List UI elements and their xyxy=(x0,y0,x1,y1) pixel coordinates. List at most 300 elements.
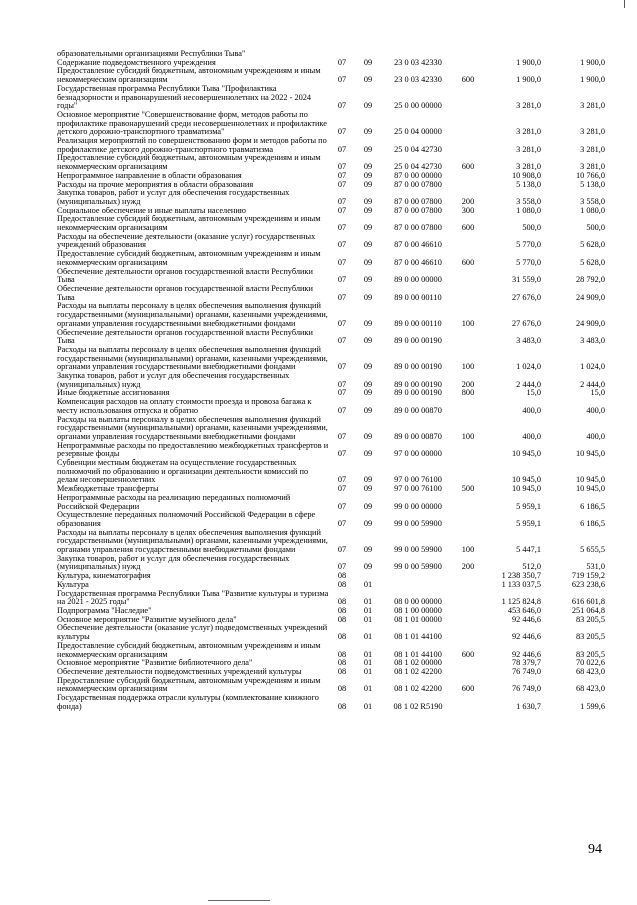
table-row xyxy=(57,285,605,302)
row-amount-year-1: 10 945,0 xyxy=(511,485,541,494)
row-amount-year-1: 1 024,0 xyxy=(516,362,541,372)
row-target-article: 25 0 00 00000 xyxy=(394,101,442,111)
row-amount-year-2: 24 909,0 xyxy=(575,292,605,302)
row-subsection-code: 09 xyxy=(363,431,373,441)
row-name: Предоставление субсидий бюджетным, автономным учреждениям и иным некоммерческим организациям xyxy=(57,249,321,267)
table-row xyxy=(57,329,605,346)
row-amount-year-2: 1 900,0 xyxy=(580,58,605,67)
row-amount-year-1: 400,0 xyxy=(522,405,541,415)
row-name: Государственная поддержка отрасли культуры (комплектование книжного фонда) xyxy=(57,693,319,711)
row-expense-type: 500 xyxy=(461,485,475,494)
row-name: Обеспечение деятельности органов государственной власти Республики Тыва xyxy=(57,283,313,302)
row-name: Государственная программа Республики Тыва "Профилактика безнадзорности и правонарушений несовершеннолетних на 2022 - 2024 годы" xyxy=(57,83,312,111)
row-expense-type xyxy=(453,285,483,302)
row-expense-type xyxy=(453,607,483,616)
row-subsection-code: 09 xyxy=(363,180,373,189)
row-subsection-code: 01 xyxy=(363,597,373,607)
row-section-code: 07 xyxy=(337,485,347,494)
row-name: Непрограммные расходы по предоставлению межбюджетных трансфертов и резервные фонды xyxy=(57,440,329,459)
row-expense-type xyxy=(453,329,483,346)
row-target-article: 25 0 04 42730 xyxy=(394,144,442,154)
table-row xyxy=(57,346,605,372)
row-name: Иные бюджетные ассигнования xyxy=(57,388,170,398)
row-expense-type: 800 xyxy=(461,389,475,398)
row-target-article: 08 1 01 44100 xyxy=(394,649,442,659)
row-amount-year-1: 1 900,0 xyxy=(516,58,541,67)
table-row xyxy=(57,694,605,711)
row-subsection-code: 01 xyxy=(363,580,373,589)
row-target-article: 89 0 00 00870 xyxy=(394,405,442,415)
row-subsection-code: 01 xyxy=(363,684,373,694)
table-row xyxy=(57,189,605,206)
row-section-code: 07 xyxy=(337,431,347,441)
row-subsection-code: 09 xyxy=(363,562,373,572)
row-amount-year-2: 68 423,0 xyxy=(575,667,605,676)
row-name: Непрограммные расходы на реализацию переданных полномочий Российской Федерации xyxy=(57,492,291,511)
table-row xyxy=(57,555,605,572)
row-section-code xyxy=(329,50,355,59)
row-target-article: 08 1 01 00000 xyxy=(394,615,442,624)
row-subsection-code: 09 xyxy=(363,275,373,285)
row-amount-year-1: 3 281,0 xyxy=(516,101,541,111)
table-row xyxy=(57,250,605,267)
row-target-article: 08 1 00 00000 xyxy=(394,607,442,615)
row-expense-type: 100 xyxy=(461,545,475,555)
row-amount-year-1: 27 676,0 xyxy=(511,318,541,328)
row-name: Предоставление субсидий бюджетным, автономным учреждениям и иным некоммерческим организациям xyxy=(57,66,321,85)
row-section-code: 07 xyxy=(337,171,347,180)
row-expense-type xyxy=(453,268,483,285)
row-expense-type xyxy=(453,668,483,677)
row-name: Социальное обеспечение и иные выплаты населению xyxy=(57,205,246,215)
row-expense-type xyxy=(453,111,483,137)
row-section-code: 08 xyxy=(337,701,347,711)
row-amount-year-2: 10 945,0 xyxy=(575,485,605,494)
row-expense-type: 200 xyxy=(461,196,475,206)
table-row xyxy=(57,572,605,581)
row-name: Основное мероприятие "Развитие библиотечного дела" xyxy=(57,658,253,668)
row-expense-type xyxy=(453,50,483,59)
row-subsection-code: 09 xyxy=(363,362,373,372)
budget-table xyxy=(57,50,605,711)
row-target-article: 87 0 00 07800 xyxy=(394,206,442,215)
row-amount-year-1: 453 646,0 xyxy=(507,607,541,615)
row-name: Осуществление переданных полномочий Российской Федерации в сфере образования xyxy=(57,510,316,528)
table-row xyxy=(57,111,605,137)
row-name: Подпрограмма "Наследие" xyxy=(57,606,152,615)
table-row xyxy=(57,590,605,607)
row-name: Расходы на прочие мероприятия в области образования xyxy=(57,179,254,189)
row-target-article xyxy=(381,572,453,581)
row-section-code: 07 xyxy=(337,101,347,111)
table-row xyxy=(57,529,605,555)
row-target-article xyxy=(381,581,453,590)
row-name: Обеспечение деятельности органов государственной власти Республики Тыва xyxy=(57,266,313,285)
row-section-code: 07 xyxy=(337,196,347,206)
row-name: Предоставление субсидий бюджетным, автономным учреждениям и иным некоммерческим организациям xyxy=(57,675,321,694)
row-amount-year-1: 5 138,0 xyxy=(516,180,541,189)
row-name: Непрограммное направление в области образования xyxy=(57,170,242,180)
row-section-code: 07 xyxy=(337,562,347,572)
row-target-article: 89 0 00 00870 xyxy=(394,431,442,441)
row-expense-type xyxy=(453,85,483,111)
row-target-article: 87 0 00 46610 xyxy=(394,257,442,267)
table-row xyxy=(57,398,605,415)
row-subsection-code: 09 xyxy=(363,318,373,328)
row-amount-year-2: 719 159,2 xyxy=(571,572,605,581)
table-row xyxy=(57,494,605,511)
row-target-article: 99 0 00 59900 xyxy=(394,518,442,528)
row-section-code: 08 xyxy=(337,632,347,642)
row-name: Расходы на выплаты персоналу в целях обеспечения выполнения функций государственными (муниципальными) органами, казенными учреждениями, органами управления государственными внебюджетными фондами xyxy=(57,344,328,372)
row-amount-year-2: 28 792,0 xyxy=(575,275,605,285)
row-amount-year-2: 6 186,5 xyxy=(580,518,605,528)
row-target-article: 87 0 00 00000 xyxy=(394,171,442,180)
row-subsection-code: 09 xyxy=(363,171,373,180)
row-name: образовательными организациями Республики Тыва" xyxy=(57,49,246,58)
table-row xyxy=(57,511,605,528)
row-target-article xyxy=(381,50,453,59)
row-amount-year-2: 531,0 xyxy=(586,562,605,572)
row-target-article: 97 0 00 76100 xyxy=(394,475,442,485)
row-target-article: 25 0 04 00000 xyxy=(394,127,442,137)
row-name: Расходы на выплаты персоналу в целях обеспечения выполнения функций государственными (муниципальными) органами, казенными учреждениями, органами управления государственными внебюджетными фондами xyxy=(57,527,328,555)
row-target-article: 97 0 00 00000 xyxy=(394,449,442,459)
row-subsection-code: 09 xyxy=(363,75,373,85)
row-expense-type: 200 xyxy=(461,379,475,389)
row-target-article: 89 0 00 00190 xyxy=(394,336,442,346)
row-amount-year-2: 83 205,5 xyxy=(575,615,605,624)
row-amount-year-1: 2 444,0 xyxy=(516,379,541,389)
row-subsection-code: 09 xyxy=(363,336,373,346)
row-name: Основное мероприятие "Развитие музейного дела" xyxy=(57,614,237,624)
row-amount-year-1: 512,0 xyxy=(522,562,541,572)
row-expense-type: 600 xyxy=(461,684,475,694)
row-amount-year-2: 623 238,6 xyxy=(571,580,605,589)
row-expense-type xyxy=(453,572,483,581)
row-amount-year-2: 251 064,8 xyxy=(571,607,605,615)
row-section-code: 07 xyxy=(337,518,347,528)
row-subsection-code: 01 xyxy=(363,615,373,624)
row-target-article: 99 0 00 59900 xyxy=(394,545,442,555)
row-target-article: 08 1 01 44100 xyxy=(394,632,442,642)
row-amount-year-1: 27 676,0 xyxy=(511,292,541,302)
row-amount-year-1: 3 281,0 xyxy=(516,162,541,172)
row-target-article: 89 0 00 00110 xyxy=(394,292,442,302)
row-expense-type xyxy=(453,459,483,485)
row-subsection-code: 09 xyxy=(363,389,373,398)
row-amount-year-2: 3 281,0 xyxy=(580,101,605,111)
row-name: Закупка товаров, работ и услуг для обеспечения государственных (муниципальных) нужд xyxy=(57,553,290,572)
row-section-code: 07 xyxy=(337,336,347,346)
budget-rows xyxy=(57,50,605,711)
row-amount-year-2: 10 945,0 xyxy=(575,475,605,485)
row-subsection-code xyxy=(355,572,381,581)
row-section-code: 08 xyxy=(337,607,347,615)
row-target-article: 97 0 00 76100 xyxy=(394,485,442,494)
row-amount-year-2: 616 601,8 xyxy=(571,597,605,607)
row-amount-year-1: 5 959,1 xyxy=(516,501,541,511)
table-row xyxy=(57,302,605,328)
row-amount-year-2: 5 628,0 xyxy=(580,257,605,267)
page-number: 94 xyxy=(588,842,602,857)
row-name: Основное мероприятие "Совершенствование форм, методов работы по профилактике правонарушений среди несовершеннолетних и профилактике детского дорожно-транспортного травматизма" xyxy=(57,109,327,137)
row-name: Предоставление субсидий бюджетным, автономным учреждениям и иным некоммерческим организациям xyxy=(57,214,321,233)
row-subsection-code: 09 xyxy=(363,223,373,233)
row-amount-year-2: 6 186,5 xyxy=(580,501,605,511)
row-expense-type xyxy=(453,172,483,181)
row-amount-year-1: 76 749,0 xyxy=(511,667,541,676)
row-target-article: 23 0 03 42330 xyxy=(394,58,442,67)
table-row xyxy=(57,137,605,154)
row-section-code: 07 xyxy=(337,449,347,459)
row-section-code: 07 xyxy=(337,389,347,398)
row-amount-year-1: 10 945,0 xyxy=(511,449,541,459)
row-target-article: 89 0 00 00110 xyxy=(394,318,442,328)
row-section-code: 07 xyxy=(337,75,347,85)
row-section-code: 07 xyxy=(337,405,347,415)
row-section-code: 08 xyxy=(337,649,347,659)
row-subsection-code: 01 xyxy=(363,607,373,615)
row-section-code: 07 xyxy=(337,240,347,250)
row-expense-type: 600 xyxy=(461,257,475,267)
row-expense-type xyxy=(453,59,483,68)
row-section-code: 08 xyxy=(337,615,347,624)
row-target-article: 99 0 00 00000 xyxy=(394,501,442,511)
row-name: Компенсация расходов на оплату стоимости проезда и провоза багажа к месту использования отпуска и обратно xyxy=(57,397,312,415)
row-section-code: 07 xyxy=(337,379,347,389)
row-target-article: 08 1 02 42200 xyxy=(394,667,442,676)
row-amount-year-1 xyxy=(483,50,541,59)
row-name: Государственная программа Республики Тыва "Развитие культуры и туризма на 2021 - 2025 годы" xyxy=(57,588,329,607)
row-section-code: 08 xyxy=(337,667,347,676)
row-amount-year-1: 92 446,6 xyxy=(511,615,541,624)
row-target-article: 08 1 02 R5190 xyxy=(393,701,443,711)
row-subsection-code: 09 xyxy=(363,405,373,415)
bottom-divider xyxy=(208,900,270,901)
row-name: Культура xyxy=(57,579,89,589)
row-section-code: 08 xyxy=(337,597,347,607)
row-target-article: 87 0 00 46610 xyxy=(394,240,442,250)
row-target-article: 89 0 00 00190 xyxy=(394,379,442,389)
row-amount-year-2: 5 138,0 xyxy=(580,180,605,189)
row-subsection-code: 09 xyxy=(363,292,373,302)
row-subsection-code: 09 xyxy=(363,101,373,111)
row-subsection-code: 09 xyxy=(363,58,373,67)
row-section-code: 07 xyxy=(337,223,347,233)
row-amount-year-2: 3 281,0 xyxy=(580,162,605,172)
row-expense-type xyxy=(453,442,483,459)
row-subsection-code: 09 xyxy=(363,545,373,555)
row-amount-year-1: 92 446,6 xyxy=(511,632,541,642)
row-amount-year-1: 31 559,0 xyxy=(511,275,541,285)
row-amount-year-2: 1 080,0 xyxy=(580,206,605,215)
row-subsection-code: 01 xyxy=(363,659,373,668)
row-name: Расходы на выплаты персоналу в целях обеспечения выполнения функций государственными (муниципальными) органами, казенными учреждениями, органами управления государственными внебюджетными фондами xyxy=(57,414,328,441)
row-amount-year-2: 10 945,0 xyxy=(575,449,605,459)
row-expense-type xyxy=(453,233,483,250)
row-target-article: 87 0 00 07800 xyxy=(394,223,442,233)
table-row xyxy=(57,233,605,250)
row-expense-type xyxy=(453,398,483,415)
row-subsection-code: 09 xyxy=(363,485,373,494)
table-row xyxy=(57,154,605,171)
row-amount-year-2: 3 281,0 xyxy=(580,127,605,137)
row-expense-type xyxy=(453,590,483,607)
row-amount-year-1: 10 945,0 xyxy=(511,475,541,485)
row-name: Содержание подведомственного учреждения xyxy=(57,57,216,67)
row-amount-year-1: 76 749,0 xyxy=(511,684,541,694)
row-expense-type: 600 xyxy=(461,162,475,172)
row-amount-year-2: 83 205,5 xyxy=(575,649,605,659)
table-row xyxy=(57,215,605,232)
row-section-code: 08 xyxy=(337,684,347,694)
row-target-article: 99 0 00 59900 xyxy=(394,562,442,572)
row-subsection-code: 01 xyxy=(363,632,373,642)
row-expense-type xyxy=(453,511,483,528)
row-expense-type xyxy=(453,494,483,511)
row-amount-year-1: 500,0 xyxy=(522,223,541,233)
table-row xyxy=(57,268,605,285)
row-expense-type: 600 xyxy=(461,223,475,233)
row-section-code: 07 xyxy=(337,292,347,302)
row-expense-type xyxy=(453,624,483,641)
row-amount-year-2: 1 900,0 xyxy=(580,75,605,85)
row-name: Предоставление субсидий бюджетным, автономным учреждениям и иным некоммерческим организациям xyxy=(57,153,321,172)
row-subsection-code: 01 xyxy=(363,649,373,659)
row-expense-type: 100 xyxy=(461,431,475,441)
row-amount-year-2: 5 655,5 xyxy=(580,545,605,555)
row-section-code: 07 xyxy=(337,58,347,67)
row-expense-type xyxy=(453,181,483,190)
row-amount-year-1: 1 238 350,7 xyxy=(501,572,541,581)
row-section-code: 08 xyxy=(337,659,347,668)
row-subsection-code: 09 xyxy=(363,196,373,206)
row-amount-year-1: 1 080,0 xyxy=(516,206,541,215)
row-amount-year-1: 3 483,0 xyxy=(516,336,541,346)
table-row xyxy=(57,624,605,641)
row-amount-year-2: 15,0 xyxy=(590,389,605,398)
row-target-article: 23 0 03 42330 xyxy=(394,75,442,85)
row-amount-year-2: 1 024,0 xyxy=(580,362,605,372)
row-target-article: 87 0 00 07800 xyxy=(394,196,442,206)
row-amount-year-2: 83 205,5 xyxy=(575,632,605,642)
row-amount-year-1: 1 133 037,5 xyxy=(501,580,541,589)
row-name: Обеспечение деятельности органов государственной власти Республики Тыва xyxy=(57,327,313,346)
row-target-article: 08 1 02 00000 xyxy=(394,659,442,668)
row-expense-type xyxy=(453,137,483,154)
row-section-code: 08 xyxy=(337,580,347,589)
row-section-code: 07 xyxy=(337,162,347,172)
row-amount-year-1: 3 558,0 xyxy=(516,196,541,206)
table-row xyxy=(57,442,605,459)
row-section-code: 07 xyxy=(337,257,347,267)
table-row xyxy=(57,677,605,694)
row-amount-year-2 xyxy=(541,50,605,59)
row-amount-year-1: 400,0 xyxy=(522,431,541,441)
row-amount-year-1: 1 630,7 xyxy=(516,701,541,711)
row-amount-year-2: 5 628,0 xyxy=(580,240,605,250)
row-amount-year-2: 68 423,0 xyxy=(575,684,605,694)
row-amount-year-2: 1 599,6 xyxy=(580,701,605,711)
row-subsection-code: 09 xyxy=(363,162,373,172)
row-expense-type: 100 xyxy=(461,362,475,372)
row-subsection-code: 09 xyxy=(363,475,373,485)
row-expense-type: 600 xyxy=(461,649,475,659)
row-expense-type xyxy=(453,659,483,668)
table-row xyxy=(57,642,605,659)
row-subsection-code: 09 xyxy=(363,127,373,137)
table-row xyxy=(57,459,605,485)
row-expense-type xyxy=(453,581,483,590)
row-amount-year-2: 400,0 xyxy=(586,405,605,415)
row-amount-year-1: 1 125 824,8 xyxy=(501,597,541,607)
row-amount-year-2: 3 483,0 xyxy=(580,336,605,346)
row-target-article: 08 0 00 00000 xyxy=(394,597,442,607)
row-expense-type xyxy=(453,694,483,711)
row-amount-year-1: 10 908,0 xyxy=(511,171,541,180)
row-amount-year-2: 24 909,0 xyxy=(575,318,605,328)
row-target-article: 08 1 02 42200 xyxy=(394,684,442,694)
row-name: Расходы на выплаты персоналу в целях обеспечения выполнения функций государственными (муниципальными) органами, казенными учреждениями, органами управления государственными внебюджетными фондами xyxy=(57,301,328,328)
row-section-code: 07 xyxy=(337,318,347,328)
row-expense-type: 200 xyxy=(461,562,475,572)
row-name: Обеспечение деятельности (оказание услуг) подведомственных учреждений культуры xyxy=(57,623,328,642)
row-subsection-code: 01 xyxy=(363,701,373,711)
row-subsection-code: 09 xyxy=(363,257,373,267)
row-name: Расходы на обеспечение деятельности (оказание услуг) государственных учреждений образования xyxy=(57,231,316,250)
row-amount-year-2: 3 281,0 xyxy=(580,144,605,154)
row-name: Обеспечение деятельности подведомственных учреждений культуры xyxy=(57,666,302,676)
row-section-code: 07 xyxy=(337,501,347,511)
row-subsection-code: 09 xyxy=(363,518,373,528)
row-name: Закупка товаров, работ и услуг для обеспечения государственных (муниципальных) нужд xyxy=(57,371,290,389)
row-name: Закупка товаров, работ и услуг для обеспечения государственных (муниципальных) нужд xyxy=(57,188,290,206)
row-name: Предоставление субсидий бюджетным, автономным учреждениям и иным некоммерческим организациям xyxy=(57,640,321,659)
row-target-article: 89 0 00 00190 xyxy=(394,362,442,372)
row-subsection-code: 09 xyxy=(363,379,373,389)
row-amount-year-2: 2 444,0 xyxy=(580,379,605,389)
row-section-code: 07 xyxy=(337,362,347,372)
row-target-article: 89 0 00 00190 xyxy=(394,389,442,398)
row-section-code: 07 xyxy=(337,275,347,285)
table-row xyxy=(57,372,605,389)
row-section-code: 07 xyxy=(337,180,347,189)
row-section-code: 07 xyxy=(337,206,347,215)
table-row xyxy=(57,416,605,442)
row-amount-year-1: 5 447,1 xyxy=(516,545,541,555)
row-target-article: 25 0 04 42730 xyxy=(394,162,442,172)
row-subsection-code: 09 xyxy=(363,501,373,511)
table-row xyxy=(57,67,605,84)
row-amount-year-2: 400,0 xyxy=(586,431,605,441)
row-subsection-code: 09 xyxy=(363,206,373,215)
row-section-code: 07 xyxy=(337,475,347,485)
row-name: Субвенции местным бюджетам на осуществление государственных полномочий по образованию и организации деятельности комиссий по делам несовершеннолетних xyxy=(57,458,309,485)
row-amount-year-1: 5 959,1 xyxy=(516,518,541,528)
row-subsection-code: 09 xyxy=(363,449,373,459)
row-amount-year-1: 5 770,0 xyxy=(516,257,541,267)
scan-edge-mark xyxy=(624,0,625,8)
row-name: Межбюджетные трансферты xyxy=(57,484,159,494)
row-subsection-code: 01 xyxy=(363,667,373,676)
row-target-article: 89 0 00 00000 xyxy=(394,275,442,285)
row-expense-type xyxy=(453,616,483,625)
row-amount-year-1: 5 770,0 xyxy=(516,240,541,250)
row-amount-year-1: 3 281,0 xyxy=(516,127,541,137)
row-amount-year-1: 15,0 xyxy=(526,389,541,398)
row-section-code: 07 xyxy=(337,144,347,154)
